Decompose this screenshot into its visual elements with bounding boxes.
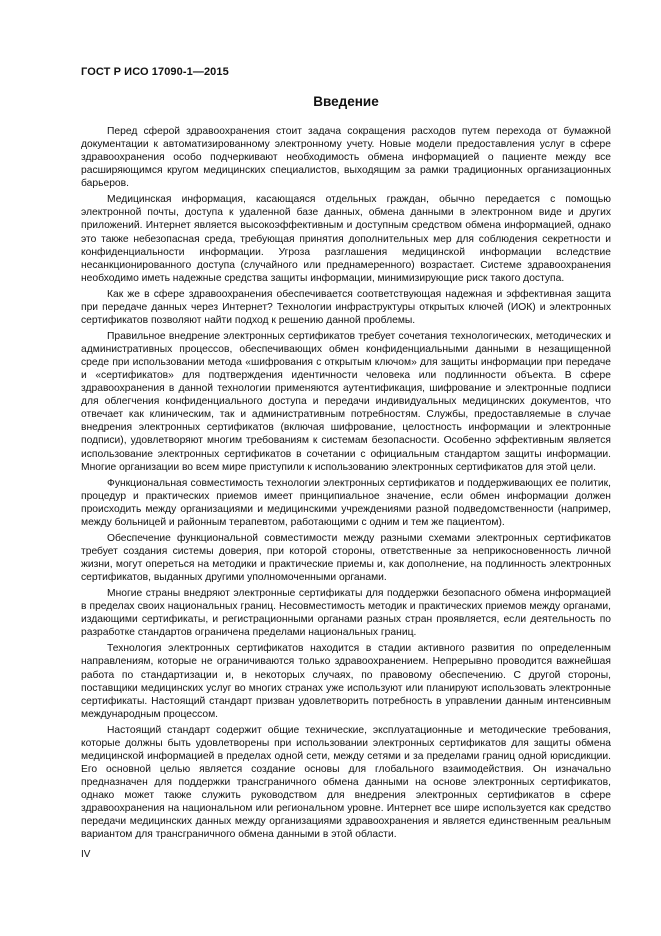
paragraph-4: Правильное внедрение электронных сертификатов требует сочетания технологических, методических и административных процессов, обеспечивающих обмен конфиденциальными данными в незащищенной среде при использовании метода «шифрования с открытым ключом» для защиты информации при передаче и «сертификатов» для подтверждения идентичности человека или подлинности объекта. В сфере здравоохранения в данной технологии применяются аутентификация, шифрование и электронные подписи для облегчения конфиденциального доступа и передачи индивидуальных медицинских документов, что отвечает как клиническим, так и административным потребностям. Службы, предоставляемые в случае внедрения электронных сертификатов (включая шифрование, целостность информации и электронные подписи), удовлетворяют многим требованиям к системам безопасности. Особенно эффективным является использование электронных сертификатов в сочетании с официальным стандартом защиты информации. Многие организации во всем мире приступили к использованию электронных сертификатов для этой цели. bbox=[81, 330, 611, 473]
paragraph-9: Настоящий стандарт содержит общие технические, эксплуатационные и методические требования, которые должны быть удовлетворены при использовании электронных сертификатов для защиты обмена медицинской информацией в пределах одной сети, между сетями и за пределами границ одной юрисдикции. Его основной целью является создание основы для глобального взаимодействия. Он изначально предназначен для поддержки трансграничного обмена данными на основе электронных сертификатов, однако может также служить руководством для внедрения электронных сертификатов в сфере здравоохранения на национальном или региональном уровне. Интернет все шире используется как средство передачи медицинских данных между организациями здравоохранения и является единственным реальным вариантом для трансграничного обмена данными в этой области. bbox=[81, 724, 611, 841]
paragraph-3: Как же в сфере здравоохранения обеспечивается соответствующая надежная и эффективная защита при передаче данных через Интернет? Технологии инфраструктуры открытых ключей (ИОК) и электронных сертификатов позволяют найти подход к решению данной проблемы. bbox=[81, 288, 611, 326]
paragraph-5: Функциональная совместимость технологии электронных сертификатов и поддерживающих ее политик, процедур и практических приемов имеет принципиальное значение, если обмен информации должен происходить между организациями и медицинскими учреждениями разной подведомственности (например, между больницей и районным терапевтом, работающими с одним и тем же пациентом). bbox=[81, 477, 611, 528]
paragraph-2: Медицинская информация, касающаяся отдельных граждан, обычно передается с помощью электронной почты, доступа к удаленной базе данных, обмена данными в электронном виде и других приложений. Интернет является высокоэффективным и доступным средством обмена информацией, однако это также небезопасная среда, требующая принятия дополнительных мер для соблюдения секретности и конфиденциальности информации. Угроза разглашения медицинской информации вследствие несанкционированного доступа (случайного или преднамеренного) возрастает. Системе здравоохранения необходимо иметь надежные средства защиты информации, минимизирующие риск такого доступа. bbox=[81, 194, 611, 284]
paragraph-7: Многие страны внедряют электронные сертификаты для поддержки безопасного обмена информацией в пределах своих национальных границ. Несовместимость методик и практических приемов между органами, издающими сертификаты, и регистрационными органами разных стран проявляется, если деятельность по разработке стандартов ограничена пределами национальных границ. bbox=[81, 588, 611, 639]
section-title: Введение bbox=[313, 94, 379, 109]
paragraph-8: Технология электронных сертификатов находится в стадии активного развития по определенным направлениям, которые не ограничиваются только здравоохранением. Непрерывно проводится важнейшая работа по стандартизации и, в некоторых случаях, по правовому обеспечению. С другой стороны, поставщики медицинских услуг во многих странах уже используют или планируют использовать электронные сертификаты. Настоящий стандарт призван удовлетворить потребность в управлении данным интенсивным международным процессом. bbox=[81, 643, 611, 720]
page-number: IV bbox=[81, 849, 91, 860]
paragraph-1: Перед сферой здравоохранения стоит задача сокращения расходов путем перехода от бумажной документации к автоматизированному электронному учету. Новые модели предоставления услуг в сфере здравоохранения особо подчеркивают необходимость обмена информацией о пациенте между все расширяющимся кругом медицинских специалистов, выходящим за рамки традиционных организационных барьеров. bbox=[81, 126, 611, 190]
paragraph-6: Обеспечение функциональной совместимости между разными схемами электронных сертификатов требует создания системы доверия, при которой стороны, ответственные за неприкосновенность личной жизни, могут опереться на методики и практические приемы и, как дополнение, на подлинность электронных сертификатов, выданных другими уполномоченными органами. bbox=[81, 532, 611, 584]
body-text bbox=[81, 125, 611, 844]
standard-code-header: ГОСТ Р ИСО 17090-1—2015 bbox=[81, 66, 229, 78]
